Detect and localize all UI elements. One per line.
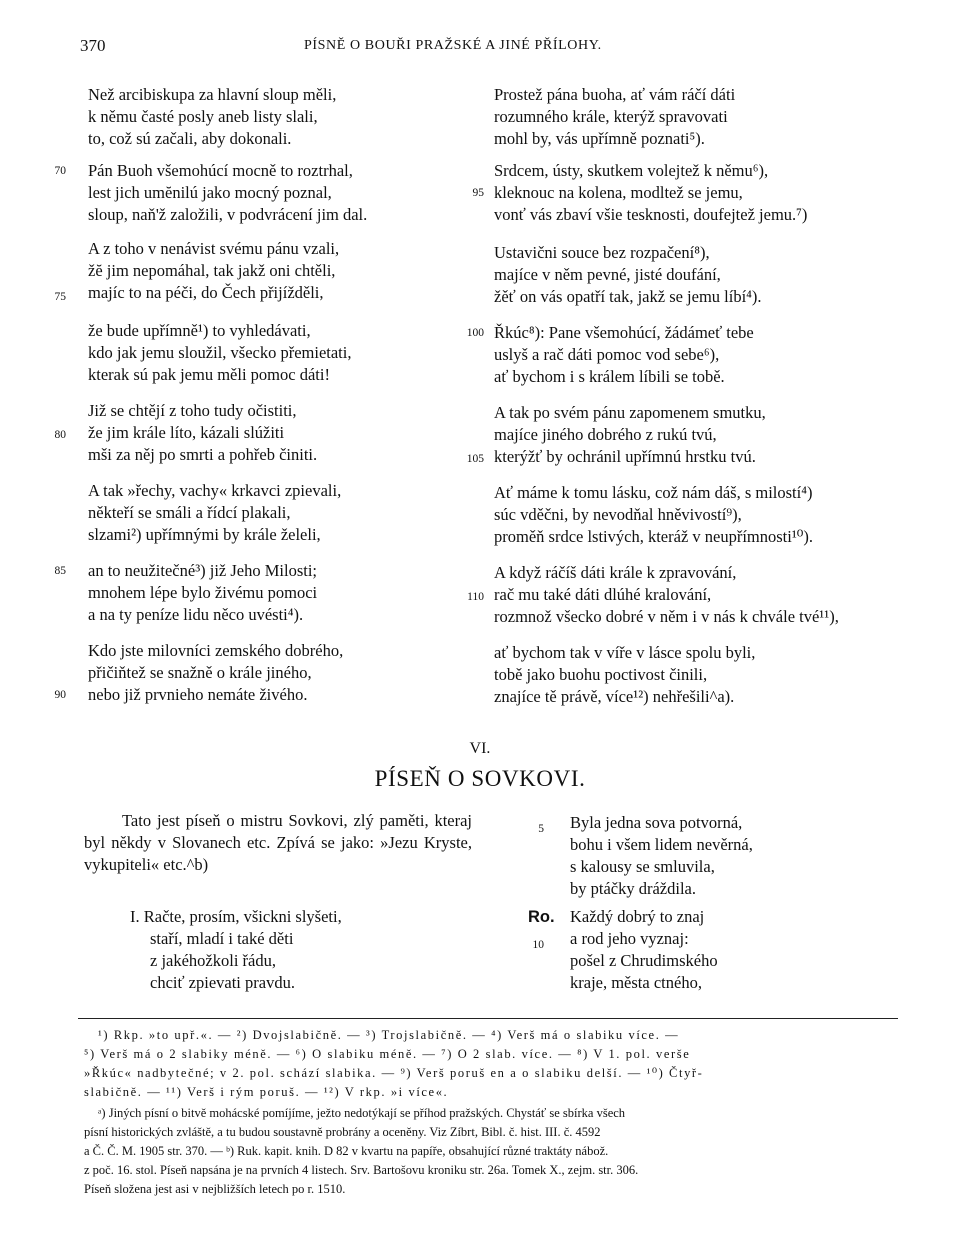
verse-line: nebo již prvnieho nemáte živého. xyxy=(88,685,308,704)
verse-line: mši za něj po smrti a pohřeb činiti. xyxy=(88,445,318,464)
line-number: 100 xyxy=(466,327,484,339)
verse-line: bohu i všem lidem nevěrná, xyxy=(570,835,753,854)
running-header xyxy=(80,36,900,60)
verse-line: chciť zpievati pravdu. xyxy=(150,973,295,992)
verse-line: A tak »řechy, vachy« krkavci zpievali, xyxy=(88,481,342,500)
line-number: 70 xyxy=(54,165,66,177)
line-number: 75 xyxy=(54,291,66,303)
stanza-right-6 xyxy=(494,482,813,548)
verse-line: z jakéhožkoli řádu, xyxy=(150,951,276,970)
verse-line: staří, mladí i také děti xyxy=(150,929,294,948)
stanza-right-1 xyxy=(494,84,735,150)
song-introduction: Tato jest píseň o mistru Sovkovi, zlý paměti, kteraj byl někdy v Slovanech etc. Zpívá se jako: »Jezu Kryste, vykupiteli« etc.^b) xyxy=(84,811,472,874)
verse-line: kterak sú pak jemu měli pomoc dáti! xyxy=(88,365,330,384)
verse-line: Pán Buoh všemohúcí mocně to roztrhal, xyxy=(88,161,353,180)
verse-line: majíce v něm pevné, jisté doufání, xyxy=(494,265,721,284)
footnote-line: slabičně. — ¹¹) Verš i rým poruš. — ¹²) V rkp. »i více«. xyxy=(84,1085,449,1099)
footnote-line: z poč. 16. stol. Píseň napsána je na prvních 4 listech. Srv. Bartošovu kroniku str. 26a. Tomek X., zejm. str. 306. xyxy=(84,1163,639,1177)
verse-line: Prostež pána buoha, ať vám ráčí dáti xyxy=(494,85,736,104)
footnote-line: Píseň složena jest asi v nejbližších letech po r. 1510. xyxy=(84,1182,346,1196)
stanza-sovka-2 xyxy=(570,812,753,900)
line-number: 5 xyxy=(538,823,544,835)
refrain-marker: Ro. xyxy=(528,908,555,926)
line-number: 80 xyxy=(54,429,66,441)
verse-line: mohl by, vás upřímně poznati⁵). xyxy=(494,129,705,148)
verse-line: přičiňtež se snažně o krále jiného, xyxy=(88,663,312,682)
line-number: 105 xyxy=(466,453,484,465)
stanza-right-2 xyxy=(494,160,807,226)
running-title: PÍSNĚ O BOUŘI PRAŽSKÉ A JINÉ PŘÍLOHY. xyxy=(304,38,602,53)
line-number: 85 xyxy=(54,565,66,577)
stanza-right-7 xyxy=(494,562,839,628)
verse-line: Kdo jste milovníci zemského dobrého, xyxy=(88,641,344,660)
footnote-rule xyxy=(78,1018,898,1019)
verse-line: znajíce tě právě, více¹²) nehřešili^a). xyxy=(494,687,735,706)
verse-line: Ustavični souce bez rozpačení⁸), xyxy=(494,243,710,262)
stanza-left-7 xyxy=(88,560,317,626)
footnote-line: a Č. Č. M. 1905 str. 370. — ᵇ) Ruk. kapit. knih. D 82 v kvartu na papíře, obsahující různé traktáty nábož. xyxy=(84,1144,609,1158)
footnote-line: ¹) Rkp. »to upř.«. — ²) Dvojslabičně. — ³) Trojslabičně. — ⁴) Verš má o slabiku více. — xyxy=(98,1028,680,1042)
verse-line: rozmnož všecko dobré v něm i v nás k chvále tvé¹¹), xyxy=(494,607,839,626)
line-number: 110 xyxy=(467,591,484,603)
verse-line: lest jich umĕnilú jako mocný poznal, xyxy=(88,183,332,202)
verse-line: kleknouc na kolena, modltež se jemu, xyxy=(494,183,743,202)
verse-line: A když ráčíš dáti krále k zpravování, xyxy=(494,563,737,582)
stanza-left-3 xyxy=(88,238,339,304)
verse-line: I. Račte, prosím, všickni slyšeti, xyxy=(130,907,342,926)
verse-line: A tak po svém pánu zapomenem smutku, xyxy=(494,403,766,422)
stanza-right-4 xyxy=(494,322,754,388)
stanza-sovka-1 xyxy=(130,906,342,994)
stanza-left-1 xyxy=(88,84,336,150)
verse-line: že bude upřímně¹) to vyhledávati, xyxy=(88,321,311,340)
verse-line: uslyš a rač dáti pomoc vod sebe⁶), xyxy=(494,345,720,364)
verse-line: někteří se smáli a řídcí plakali, xyxy=(88,503,291,522)
verse-line: žěť on vás opatří tak, jakž se jemu líbí⁴). xyxy=(494,287,762,306)
verse-line: to, což sú začali, aby dokonali. xyxy=(88,129,292,148)
line-number: 95 xyxy=(472,187,484,199)
verse-line: rozumného krále, kterýž spravovati xyxy=(494,107,728,126)
verse-line: an to neužitečné³) již Jeho Milosti; xyxy=(88,561,318,580)
verse-line: žĕ jim nepomáhal, tak jakž oni chtěli, xyxy=(88,261,336,280)
verse-line: sloup, naň'ž založili, v podvrácení jim dal. xyxy=(88,205,368,224)
footnote-line: ᵃ) Jiných písní o bitvě mohácské pomíjíme, ježto nedotýkají se příhod pražských. Chystáť se sbírka všech xyxy=(98,1106,626,1120)
stanza-left-6 xyxy=(88,480,341,546)
verse-line: že jim krále líto, kázali slúžiti xyxy=(88,423,285,442)
page-number: 370 xyxy=(80,36,106,55)
verse-line: súc vděčni, by nevodňal hněvivostí⁹), xyxy=(494,505,742,524)
verse-line: kterýžť by ochránil upřímnú hrstku tvú. xyxy=(494,447,756,466)
footnote-line: písní historických zvláště, a tu budou soustavně probrány a oceněny. Viz Zíbrt, Bibl. č. hist. III. č. 4592 xyxy=(84,1125,601,1139)
verse-line: majíce jiného dobrého z rukú tvú, xyxy=(494,425,717,444)
footnote-line: »Řkúc« nadbytečné; v 2. pol. schází slabika. — ⁹) Verš poruš en a o slabiku delší. — ¹⁰) Čtyř- xyxy=(84,1066,704,1080)
verse-line: vonť vás zbaví všie tesknosti, doufejtež jemu.⁷) xyxy=(494,205,808,224)
stanza-left-4 xyxy=(88,320,351,386)
verse-line: Ať máme k tomu lásku, což nám dáš, s milostí⁴) xyxy=(494,483,813,502)
stanza-right-8 xyxy=(494,642,755,708)
footnote-line: ⁵) Verš má o 2 slabiky méně. — ⁶) O slabiku méně. — ⁷) O 2 slab. více. — ⁸) V 1. pol. verše xyxy=(84,1047,691,1061)
verse-line: slzami²) upřímnými by krále želeli, xyxy=(88,525,321,544)
verse-line: a rod jeho vyznaj: xyxy=(570,929,689,948)
stanza-left-8 xyxy=(88,640,343,706)
verse-line: Každý dobrý to znaj xyxy=(570,907,705,926)
verse-line: proměň srdce lstivých, kteráž v neupřímnosti¹⁰). xyxy=(494,527,814,546)
section-title: PÍSEŇ O SOVKOVI. xyxy=(374,766,586,791)
verse-line: Než arcibiskupa za hlavní sloup měli, xyxy=(88,85,337,104)
verse-line: ať bychom i s králem líbili se tobě. xyxy=(494,367,725,386)
verse-line: Řkúc⁸): Pane všemohúcí, žádámeť tebe xyxy=(494,323,754,342)
stanza-left-5 xyxy=(88,400,317,466)
stanza-left-2 xyxy=(88,160,367,226)
verse-line: ať bychom tak v víře v lásce spolu byli, xyxy=(494,643,756,662)
stanza-sovka-3 xyxy=(570,906,718,994)
verse-line: A z toho v nenávist svému pánu vzali, xyxy=(88,239,340,258)
verse-line: by ptáčky dráždila. xyxy=(570,879,696,898)
verse-line: kraje, města ctného, xyxy=(570,973,702,992)
line-number: 90 xyxy=(54,689,66,701)
verse-line: a na ty peníze lidu něco uvésti⁴). xyxy=(88,605,304,624)
verse-line: pošel z Chrudimského xyxy=(570,951,718,970)
stanza-right-3 xyxy=(494,242,762,308)
verse-line: tobě jako buohu poctivost činili, xyxy=(494,665,708,684)
verse-line: s kalousy se smluvila, xyxy=(570,857,715,876)
stanza-right-5 xyxy=(494,402,766,468)
verse-line: Byla jedna sova potvorná, xyxy=(570,813,743,832)
verse-line: kdo jak jemu sloužil, všecko přemietati, xyxy=(88,343,352,362)
section-number: VI. xyxy=(469,740,491,757)
verse-line: mnohem lépe bylo živému pomoci xyxy=(88,583,318,602)
verse-line: Již se chtějí z toho tudy očistiti, xyxy=(88,401,297,420)
verse-line: k němu časté posly aneb listy slali, xyxy=(88,107,318,126)
verse-line: Srdcem, ústy, skutkem volejtež k němu⁶), xyxy=(494,161,769,180)
line-number: 10 xyxy=(532,939,544,951)
verse-line: majíc to na péči, do Čech přijížděli, xyxy=(88,283,324,302)
verse-line: rač mu také dáti dlúhé kralování, xyxy=(494,585,712,604)
